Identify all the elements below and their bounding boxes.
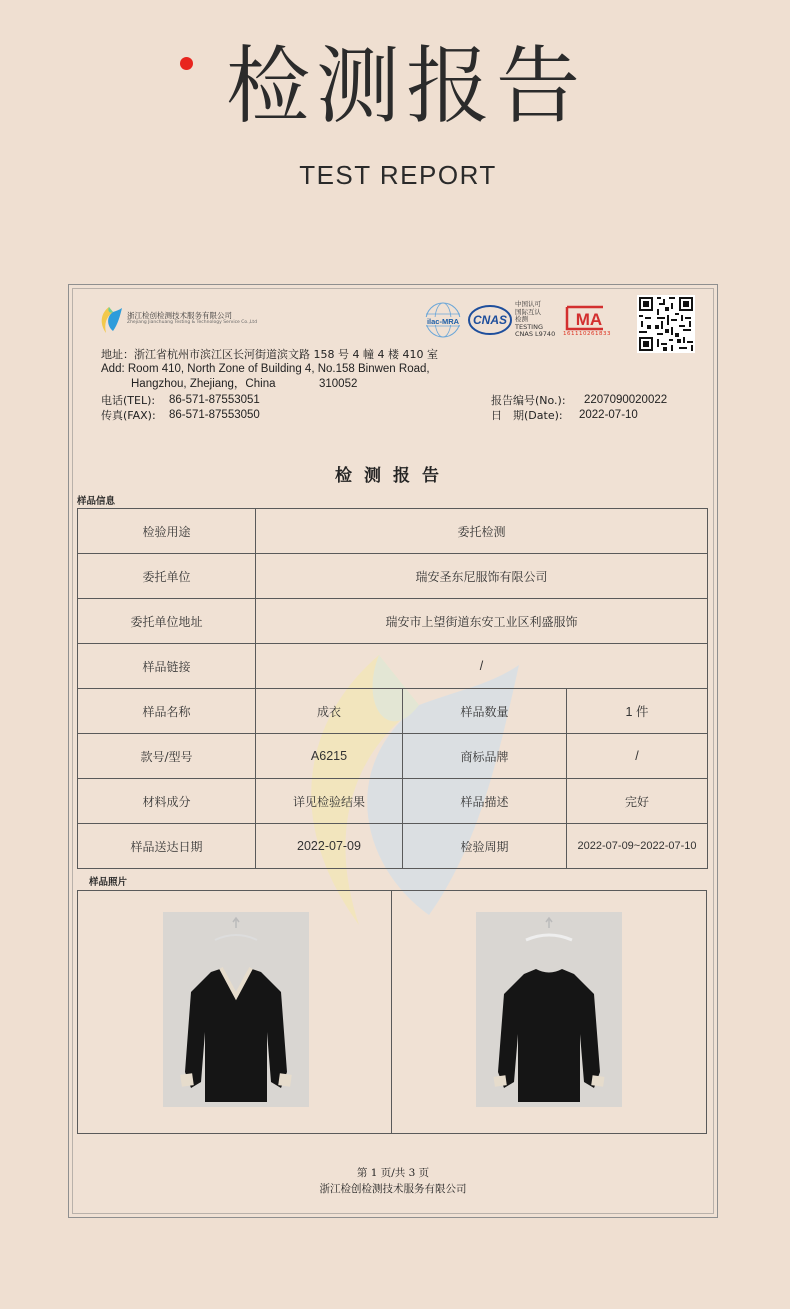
cell-label: 样品描述 [403, 779, 567, 824]
cell-value: 2022-07-09~2022-07-10 [567, 824, 708, 869]
table-row [78, 644, 708, 689]
table-row [78, 509, 708, 554]
address-cn: 地址：浙江省杭州市滨江区长河街道滨文路 158 号 4 幢 4 楼 410 室 [101, 348, 438, 361]
fax-label: 传真(FAX): [101, 409, 156, 422]
cell-value: / [567, 734, 708, 779]
cell-value: A6215 [256, 734, 403, 779]
cnas-caption: 中国认可 国际互认 检测 TESTING CNAS L9740 [515, 300, 556, 339]
cell-label: 委托单位 [78, 554, 256, 599]
document-title: 检测报告 [335, 466, 451, 486]
svg-text:CNAS: CNAS [472, 313, 508, 327]
page-count: 第 1 页/共 3 页 [356, 1167, 430, 1179]
report-no-label: 报告编号(No.): [491, 394, 566, 407]
sample-photo-front [163, 912, 309, 1107]
test-report-document [68, 284, 718, 1218]
table-row [78, 689, 708, 734]
cell-value: 详见检验结果 [256, 779, 403, 824]
table-row [78, 554, 708, 599]
svg-text:ilac-MRA: ilac-MRA [426, 317, 460, 326]
report-no-value: 2207090020022 [584, 394, 668, 406]
sample-info-table [77, 508, 708, 869]
cell-value: 1 件 [567, 689, 708, 734]
cell-label: 款号/型号 [78, 734, 256, 779]
cell-label: 检验用途 [78, 509, 256, 554]
company-name-cn: 浙江检创检测技术服务有限公司 [127, 311, 232, 320]
qr-code-icon [637, 295, 695, 353]
page-title: 检测报告 [226, 37, 587, 135]
shirt-back-image-icon [476, 912, 622, 1107]
cell-label: 样品链接 [78, 644, 256, 689]
date-value: 2022-07-10 [579, 409, 638, 421]
vneck-shirt-image-icon [163, 912, 309, 1107]
footer-company: 浙江检创检测技术服务有限公司 [319, 1183, 467, 1195]
cell-value: 瑞安圣东尼服饰有限公司 [256, 554, 708, 599]
tel-label: 电话(TEL): [101, 394, 156, 407]
sample-info-label: 样品信息 [77, 496, 116, 507]
sample-photos-box [77, 890, 707, 1134]
sample-photo-back [476, 912, 622, 1107]
page-subtitle: TEST REPORT [299, 160, 497, 190]
cma-number: 161110261833 [563, 331, 611, 337]
postcode: 310052 [319, 378, 358, 390]
table-row [78, 824, 708, 869]
ilac-mra-logo-icon [421, 301, 465, 339]
cell-label: 委托单位地址 [78, 599, 256, 644]
cell-label: 商标品牌 [403, 734, 567, 779]
cell-value: 委托检测 [256, 509, 708, 554]
cell-value: 2022-07-09 [256, 824, 403, 869]
address-en-line-2: Hangzhou, Zhejiang，China [131, 378, 276, 390]
cell-value: / [256, 644, 708, 689]
photo-divider [391, 891, 392, 1133]
sample-photos-label: 样品照片 [89, 877, 128, 888]
company-name-en: Zhejiang Jianchuang Testing & Technology Service Co.,Ltd [127, 320, 258, 325]
tel-value: 86-571-87553051 [169, 394, 260, 406]
address-en-line-1: Add: Room 410, North Zone of Building 4, No.158 Binwen Road, [101, 363, 430, 375]
table-row [78, 599, 708, 644]
accent-dot [180, 57, 193, 70]
cnas-logo-icon [467, 303, 513, 337]
table-row [78, 779, 708, 824]
company-logo-icon [97, 305, 123, 335]
cell-label: 样品名称 [78, 689, 256, 734]
cell-label: 材料成分 [78, 779, 256, 824]
fax-value: 86-571-87553050 [169, 409, 260, 421]
cell-value: 完好 [567, 779, 708, 824]
cell-label: 检验周期 [403, 824, 567, 869]
cell-label: 样品数量 [403, 689, 567, 734]
cell-label: 样品送达日期 [78, 824, 256, 869]
cell-value: 成衣 [256, 689, 403, 734]
date-label: 日 期(Date): [491, 409, 563, 422]
table-row [78, 734, 708, 779]
svg-text:MA: MA [575, 310, 603, 329]
cell-value: 瑞安市上望街道东安工业区利盛服饰 [256, 599, 708, 644]
